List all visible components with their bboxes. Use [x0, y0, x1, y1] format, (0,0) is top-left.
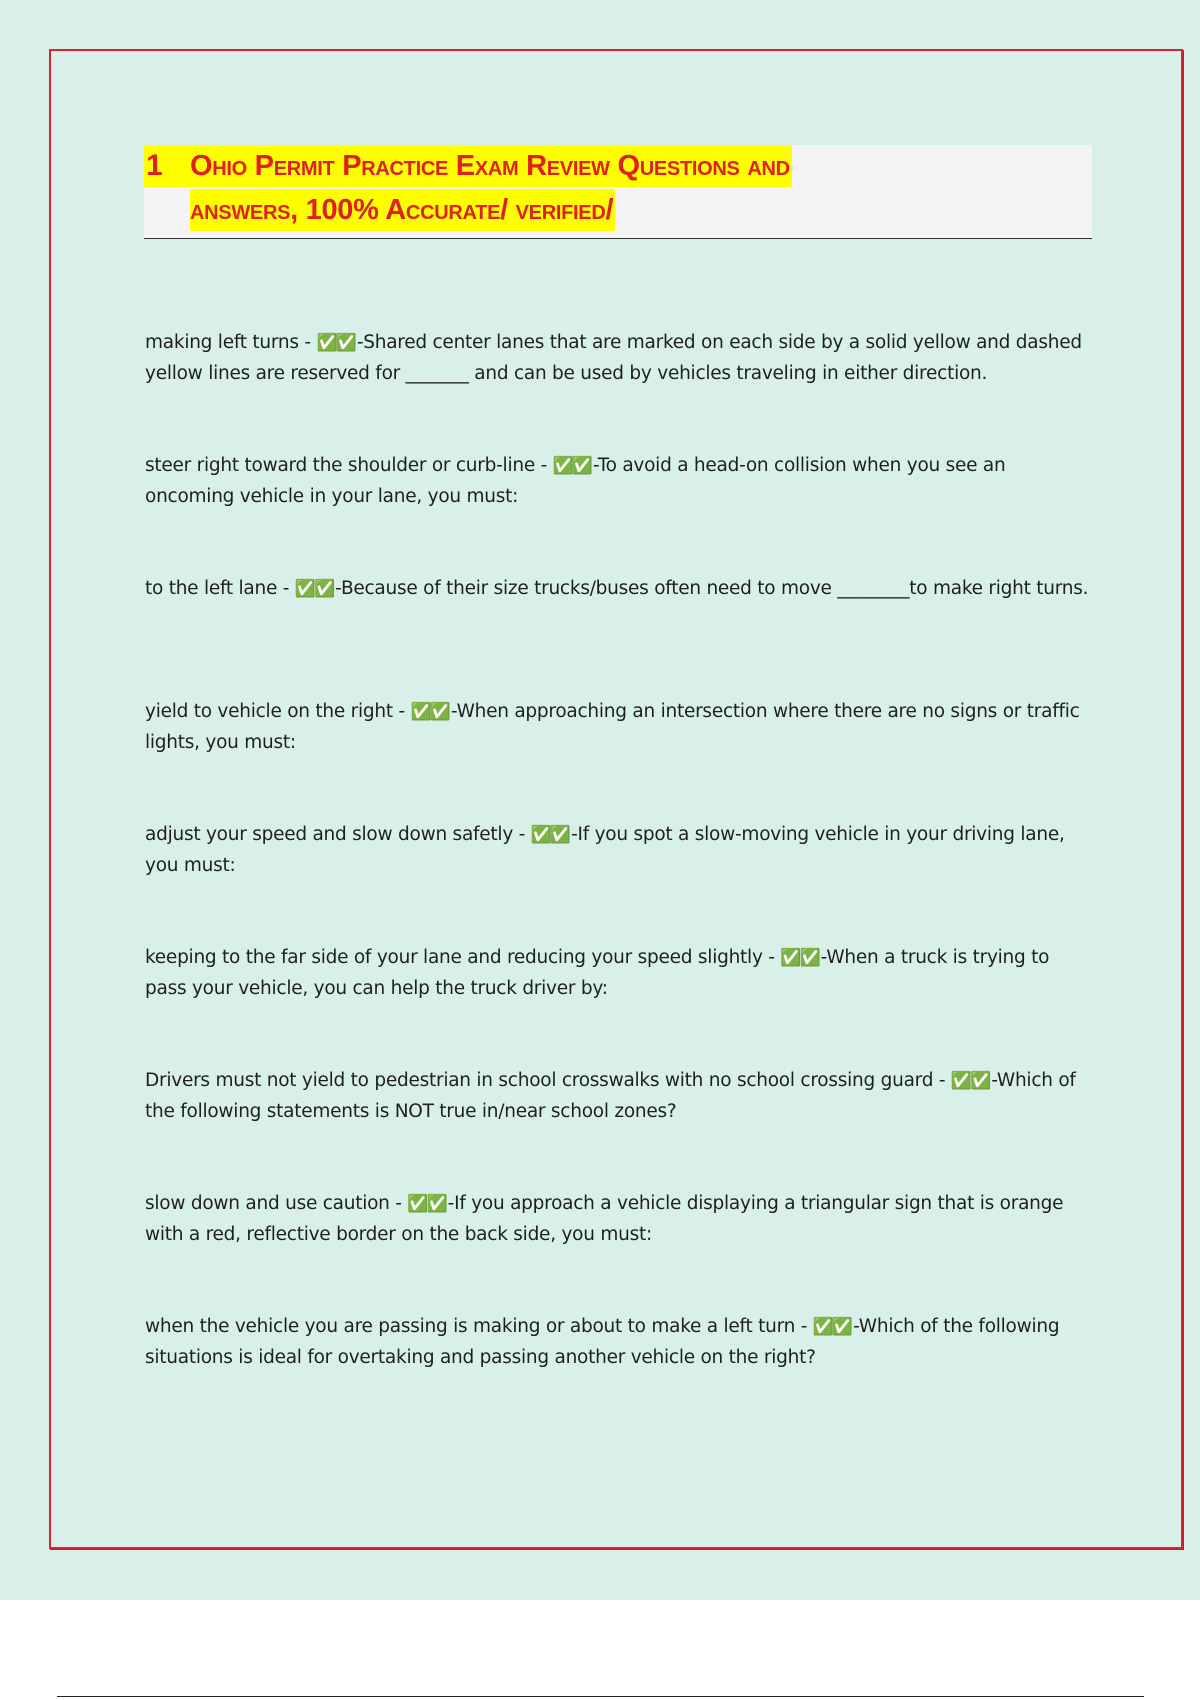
- double-check-icon: ✅✅: [407, 1194, 446, 1214]
- qa-list: [145, 328, 1095, 1435]
- qa-item: making left turns - ✅✅ -Shared center lanes that are marked on each side by a solid yellow and dashed yellow lines are reserved for _______ and can be used by vehicles traveling in either direction.: [145, 332, 1082, 384]
- qa-item: Drivers must not yield to pedestrian in school crosswalks with no school crossing guard - ✅✅ -Which of the following statements is NOT true in/near school zones?: [145, 1070, 1076, 1122]
- heading-title-line-1: Ohio Permit Practice Exam Review Questions and: [190, 145, 792, 187]
- qa-question: Which of the following situations is ideal for overtaking and passing another vehicle on the right?: [145, 1316, 1060, 1368]
- double-check-icon: ✅✅: [316, 333, 355, 353]
- qa-answer: Drivers must not yield to pedestrian in school crosswalks with no school crossing guard: [145, 1070, 934, 1091]
- qa-question: Shared center lanes that are marked on each side by a solid yellow and dashed yellow lines are reserved for _______ and can be used by vehicles traveling in either direction.: [145, 332, 1082, 384]
- qa-question: When a truck is trying to pass your vehicle, you can help the truck driver by:: [145, 947, 1050, 999]
- double-check-icon: ✅✅: [294, 579, 334, 599]
- document-heading: [144, 145, 1092, 239]
- qa-item: to the left lane - ✅✅ -Because of their size trucks/buses often need to move ________to make right turns.: [145, 578, 1089, 599]
- qa-answer: slow down and use caution: [145, 1193, 390, 1214]
- qa-item: yield to vehicle on the right - ✅✅ -When approaching an intersection where there are no signs or traffic lights, you must:: [145, 701, 1080, 753]
- double-check-icon: ✅✅: [780, 948, 819, 968]
- double-check-icon: ✅✅: [530, 825, 570, 845]
- double-check-icon: ✅✅: [812, 1317, 852, 1337]
- qa-question: To avoid a head-on collision when you see an oncoming vehicle in your lane, you must:: [145, 455, 1006, 507]
- qa-item: slow down and use caution - ✅✅ -If you approach a vehicle displaying a triangular sign that is orange with a red, reflective border on the back side, you must:: [145, 1193, 1064, 1245]
- double-check-icon: ✅✅: [552, 456, 591, 476]
- heading-number: 1: [144, 145, 190, 187]
- double-check-icon: ✅✅: [410, 702, 449, 722]
- qa-answer: making left turns: [145, 332, 299, 353]
- qa-answer: yield to vehicle on the right: [145, 701, 393, 722]
- qa-question: When approaching an intersection where there are no signs or traffic lights, you must:: [145, 701, 1080, 753]
- qa-answer: when the vehicle you are passing is making or about to make a left turn: [145, 1316, 796, 1337]
- qa-question: If you approach a vehicle displaying a triangular sign that is orange with a red, reflective border on the back side, you must:: [145, 1193, 1064, 1245]
- qa-answer: steer right toward the shoulder or curb-line: [145, 455, 535, 476]
- qa-item: steer right toward the shoulder or curb-line - ✅✅ -To avoid a head-on collision when you see an oncoming vehicle in your lane, you must:: [145, 455, 1006, 507]
- qa-item: keeping to the far side of your lane and reducing your speed slightly - ✅✅ -When a truck is trying to pass your vehicle, you can help the truck driver by:: [145, 947, 1050, 999]
- qa-question: Which of the following statements is NOT true in/near school zones?: [145, 1070, 1076, 1122]
- qa-answer: adjust your speed and slow down safetly: [145, 824, 514, 845]
- qa-question: If you spot a slow-moving vehicle in your driving lane, you must:: [145, 824, 1065, 876]
- qa-item: adjust your speed and slow down safetly - ✅✅ -If you spot a slow-moving vehicle in your driving lane, you must:: [145, 824, 1065, 876]
- qa-question: Because of their size trucks/buses often need to move ________to make right turns.: [340, 578, 1089, 599]
- qa-answer: to the left lane: [145, 578, 278, 599]
- qa-answer: keeping to the far side of your lane and reducing your speed slightly: [145, 947, 763, 968]
- double-check-icon: ✅✅: [950, 1071, 990, 1091]
- footer-divider: [57, 1696, 1144, 1697]
- qa-item: when the vehicle you are passing is making or about to make a left turn - ✅✅ -Which of the following situations is ideal for overtaking and passing another vehicle on the right?: [145, 1316, 1060, 1368]
- heading-title-line-2: answers, 100% Accurate/ verified/: [190, 189, 615, 231]
